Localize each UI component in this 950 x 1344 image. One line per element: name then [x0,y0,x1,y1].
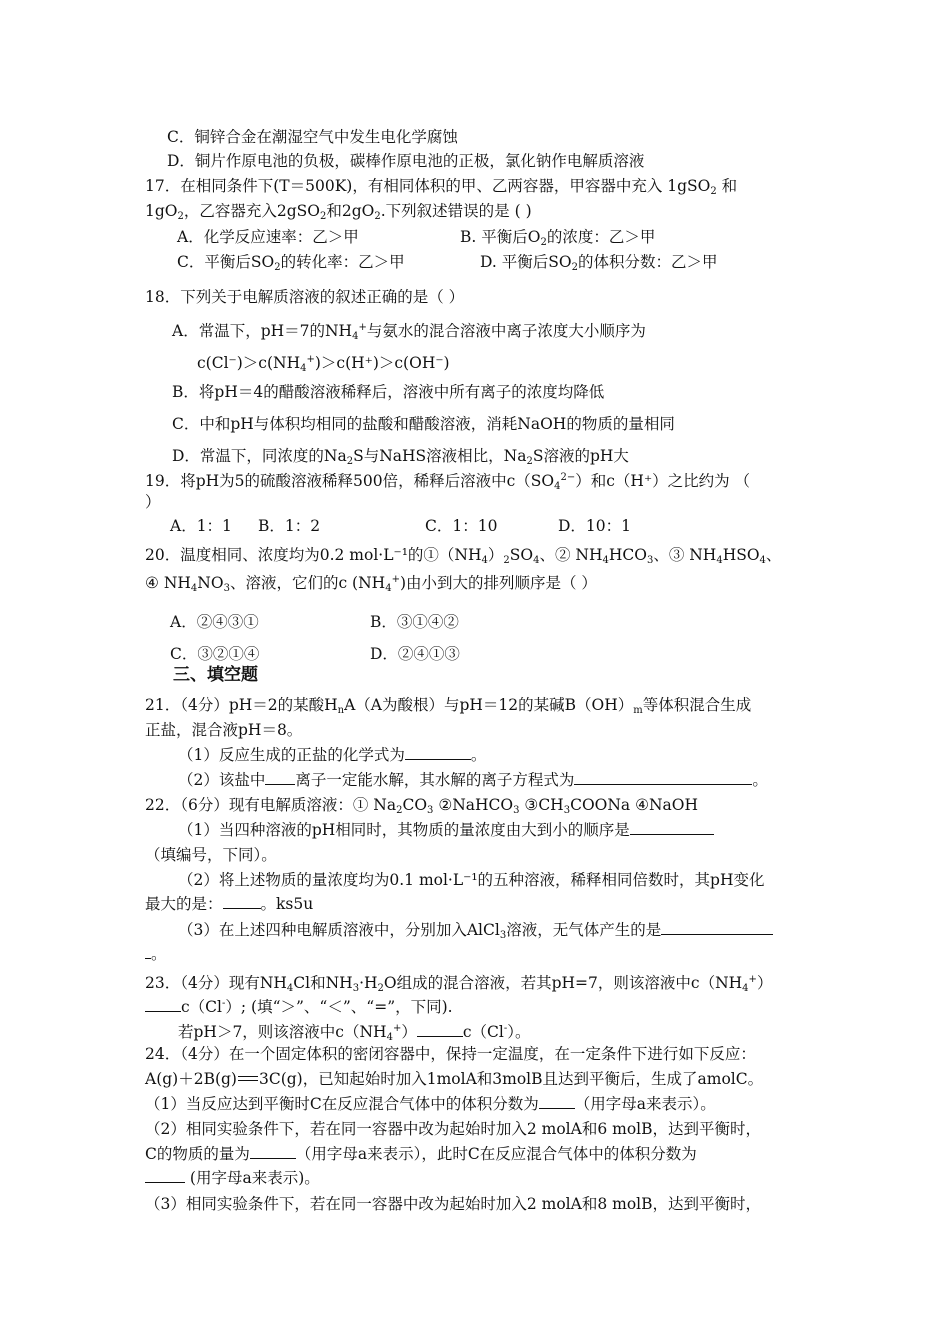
section-heading: 三、填空题 [173,665,258,685]
question-24: 24．（4分）在一个固定体积的密闭容器中，保持一定温度，在一定条件下进行如下反应： [145,1045,756,1063]
q22-part-3: （3）在上述四种电解质溶液中，分别加入AlCl$_3$溶液，无气体产生的是 [178,920,773,946]
question-20: 20．温度相同、浓度均为0.2 mol·L⁻¹的$①(NH_4)_2SO_4$、② $NH_4HCO_3$、③ $NH_4HSO_4$、 [145,546,782,566]
q19-option-c: C．1：10 [425,517,498,535]
q19-option-d: D．10：1 [558,517,632,535]
q24-part-2-cont2: (用字母a来表示)。 [145,1168,320,1188]
question-23-part-b: 若pH＞7，则该溶液中$c(NH_4^+)$ c（Cl-）。 [178,1023,531,1043]
q19-option-b: B．1：2 [258,517,321,535]
q18-option-b: B．将pH＝4的醋酸溶液稀释后，溶液中所有离子的浓度均降低 [172,383,605,401]
q17-option-c: C．平衡后$SO_2$的转化率：乙＞甲 [177,253,405,273]
question-23: 23．（4分）现有$NH_4Cl$和$NH_3\cdot H_2O$组成的混合溶液，若其pH=7，则该溶液中$c(NH_4^+)$ [145,974,773,994]
q24-part-1: （1）当反应达到平衡时C在反应混合气体中的体积分数为 （用字母a来表示）。 [145,1095,716,1113]
q18-option-d: D．常温下，同浓度的$Na_2S$与NaHS溶液相比，$Na_2S$溶液的pH大 [172,447,629,467]
option-c-line: C．铜锌合金在潮湿空气中发生电化学腐蚀 [167,128,458,146]
q24-part-2-cont: C的物质的量为 （用字母a来表示），此时C在反应混合气体中的体积分数为 [145,1145,697,1163]
question-20-cont: ④ $NH_4NO_3$、溶液，它们的c $(NH_4^+)$由小到大的排列顺序是（ ） [145,574,597,594]
question-21: 21．（4分）pH＝2的某酸$H_nA(A$为酸根）与pH＝12的某碱$B(OH)_m$等体积混合生成 [145,696,752,716]
question-17-cont: $1gO_2$，乙容器充入2gSO$_2$和$2gO_2$.下列叙述错误的是 ( ) [145,202,532,222]
q18-option-a: A．常温下，pH＝7的$NH_4^+$与氨水的混合溶液中离子浓度大小顺序为 [172,322,646,342]
equilibrium-arrow-icon [237,1074,259,1084]
q18-option-c: C．中和pH与体积均相同的盐酸和醋酸溶液，消耗NaOH的物质的量相同 [172,415,675,433]
q18-option-a-equation: $c(Cl^-)>c(NH_4^+)>c(H^+)>c(OH^-)$ [197,354,450,374]
question-23-cont: c（Cl-）; (填“＞”、“＜”、“=”，下同). [145,994,453,1017]
q22-part-1: （1）当四种溶液的pH相同时，其物质的量浓度由大到小的顺序是 [178,820,714,840]
question-18: 18．下列关于电解质溶液的叙述正确的是（ ） [145,288,465,306]
question-24-equation: A(g)＋2B(g) 3C(g)，已知起始时加入1molA和3molB且达到平衡后，生成了amolC。 [145,1070,764,1088]
q20-option-c: C．③②①④ [170,645,260,663]
q17-option-b: B. 平衡后$O_2$的浓度：乙＞甲 [460,228,656,248]
question-19: 19．将pH为5的硫酸溶液稀释500倍，稀释后溶液中$c(SO_4^{2-})$和c（H⁺）之比约为 （ [145,472,751,492]
q22-part-3-cont: 。 [145,944,167,964]
q21-part-1: （1）反应生成的正盐的化学式为 。 [178,746,487,764]
q17-option-a: A．化学反应速率：乙＞甲 [177,228,359,246]
question-19-cont: ） [145,493,161,511]
question-17: 17．在相同条件下(T＝500K)，有相同体积的甲、乙两容器，甲容器中充入 1gSO$_2$ 和 [145,177,738,197]
question-21-cont: 正盐，混合液pH＝8。 [145,721,303,739]
q22-part-2: （2）将上述物质的量浓度均为0.1 mol·L⁻¹的五种溶液，稀释相同倍数时，其pH变化 [178,871,765,889]
q19-option-a: A．1：1 [170,517,232,535]
q24-part-3: （3）相同实验条件下，若在同一容器中改为起始时加入2 molA和8 molB，达到平衡时， [145,1195,761,1213]
q20-option-b: B．③①④② [370,613,459,631]
q22-part-1-cont: （填编号，下同）。 [145,846,277,864]
q22-part-2-cont: 最大的是： 。ks5u [145,895,314,913]
question-22: 22．（6分）现有电解质溶液：① $Na_2CO_3$ ②NaHCO$_3$ $③CH_3COONa$ ④NaOH [145,796,699,816]
q17-option-d: D. 平衡后$SO_2$的体积分数：乙＞甲 [480,253,718,273]
q20-option-a: A．②④③① [170,613,259,631]
q24-part-2: （2）相同实验条件下，若在同一容器中改为起始时加入2 molA和6 molB，达到平衡时， [145,1120,761,1138]
option-d-line: D．铜片作原电池的负极，碳棒作原电池的正极，氯化钠作电解质溶液 [167,152,645,170]
q21-part-2: （2）该盐中 离子一定能水解，其水解的离子方程式为 。 [178,771,768,789]
q20-option-d: D．②④①③ [370,645,460,663]
